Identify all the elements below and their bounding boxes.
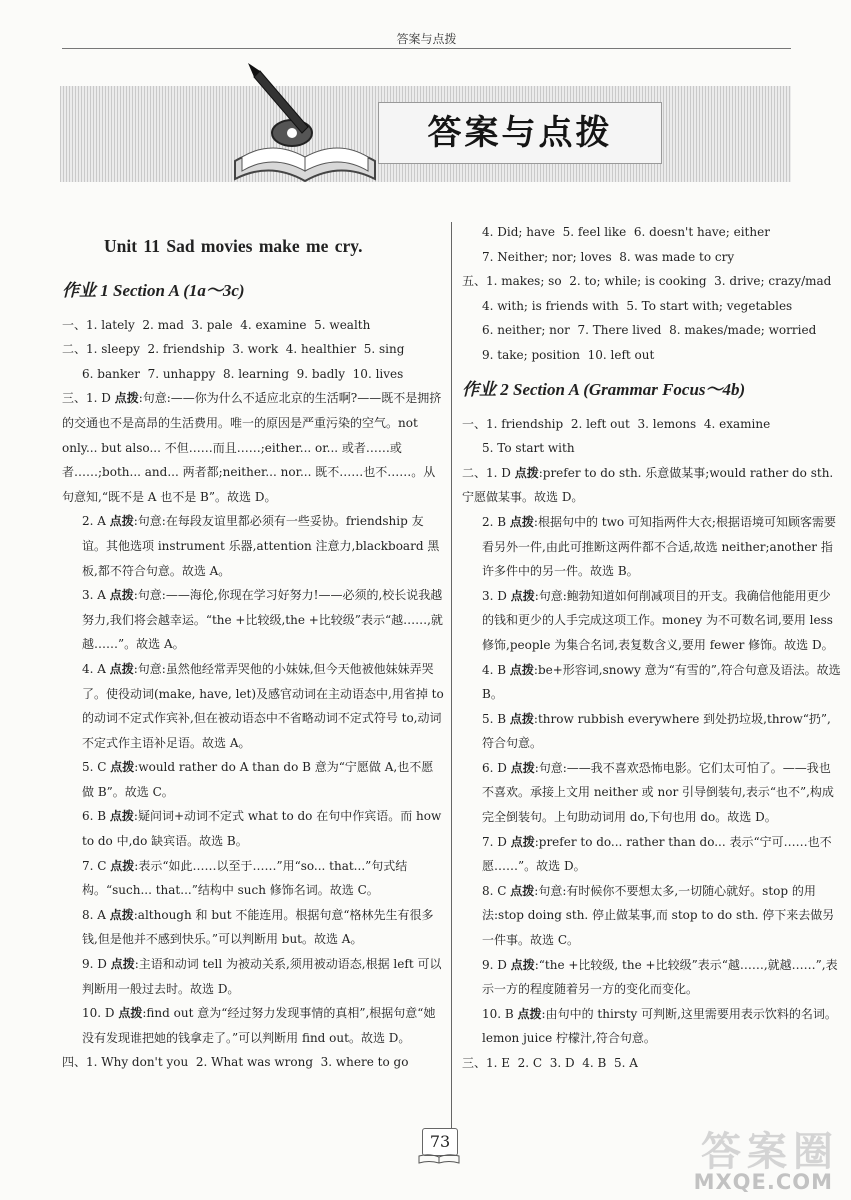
answer-item [462,461,842,510]
answer-line: 4. Did; have 5. feel like 6. doesn't have; either [482,225,770,239]
answer-number: 6. D [482,760,511,775]
answer-item [62,386,444,509]
answer-item [62,657,444,755]
hint-label: 点拨 [110,858,135,873]
hint-label: 点拨 [109,588,134,603]
answer-number: 9. D [82,957,111,972]
answer-number: 10. D [82,1006,119,1021]
answer-item [62,804,444,853]
answer-text: :prefer to do sth. 乐意做某事;would rather do sth. 宁愿做某事。故选 D。 [462,465,834,505]
answer-item [462,510,842,584]
answer-item [62,583,444,657]
answer-line: 6. neither; nor 7. There lived 8. makes/made; worried [482,323,817,338]
answer-number: 3. D [482,588,511,603]
page-number: 73 [422,1128,458,1156]
answer-line: 5. To start with [482,441,575,456]
answer-item [462,879,842,953]
answer-number: 2. B [482,514,510,529]
unit-title: Unit 11 Sad movies make me cry. [104,236,363,256]
answer-text: :句意:鲍勃知道如何削减项目的开支。我确信他能用更少的钱和更少的人手完成这项工作。money 为不可数名词,要用 less 修饰,people 为集合名词,表复数含义,要用 fewer 修饰。故选 D。 [482,588,834,652]
hint-label: 点拨 [109,809,134,824]
answer-item [62,903,444,952]
answer-number: 7. D [482,834,511,849]
answer-number: 8. C [482,883,511,898]
answer-text: :句意:有时候你不要想太多,一切随心就好。stop 的用法:stop doing sth. 停止做某事,而 stop to do sth. 停下来去做另一件事。故选 C。 [482,883,835,948]
answer-number: 2. A [82,514,110,529]
right-column [462,220,842,1076]
answer-item [462,707,842,756]
hint-label: 点拨 [114,391,139,406]
answer-text: :句意:——我不喜欢恐怖电影。它们太可怕了。——我也不喜欢。承接上文用 neither 或 nor 引导倒装句,表示“也不”,构成完全倒装句。上句助动词用 do,下句也用 do。故选 D。 [482,760,834,825]
watermark-text: MXQE.COM [693,1170,833,1194]
answer-item [462,756,842,830]
answer-text: :疑问词+动词不定式 what to do 在句中作宾语。而 how to do 中,do 缺宾语。故选 B。 [82,809,442,849]
answer-line: 五、1. makes; so 2. to; while; is cooking 3. drive; crazy/mad [462,274,832,289]
answer-item [462,658,842,707]
hint-label: 点拨 [509,514,534,529]
hint-label: 点拨 [510,957,535,972]
hint-label: 点拨 [109,661,134,676]
hint-label: 点拨 [509,711,534,726]
answer-text: :would rather do A than do B 意为“宁愿做 A,也不愿做 B”。故选 C。 [82,760,434,799]
answer-line: 一、1. friendship 2. left out 3. lemons 4. examine [462,416,771,431]
hint-label: 点拨 [517,1006,542,1021]
answer-number: 3. A [82,588,110,603]
answer-item [462,953,842,1002]
hint-label: 点拨 [109,907,134,922]
hint-label: 点拨 [110,957,135,972]
running-head: 答案与点拨 [62,30,791,49]
hint-label: 点拨 [510,883,535,898]
hint-label: 点拨 [509,662,534,677]
answer-line: 7. Neither; nor; loves 8. was made to cry [482,249,735,264]
answer-item [62,755,444,804]
left-column [62,220,444,1075]
answer-item [462,830,842,879]
watermark-logo: 答案圈 [701,1129,839,1175]
answer-text: :find out 意为“经过努力发现事情的真相”,根据句意“她没有发现谁把她的钱拿走了。”可以判断用 find out。故选 D。 [82,1006,436,1045]
banner-title: 答案与点拨 [378,102,662,164]
hint-label: 点拨 [514,465,539,480]
answer-line: 9. take; position 10. left out [482,347,655,362]
answer-item [462,1002,842,1051]
answer-number: 4. A [82,661,110,676]
answer-text: :句意:——海伦,你现在学习好努力!——必须的,校长说我越努力,我们将会越幸运。“the +比较级,the +比较级”表示“越……,就越……”。故选 A。 [82,588,443,652]
answer-number: 9. D [482,957,511,972]
answer-number: 5. B [482,711,510,726]
answer-number: 7. C [82,858,111,873]
answer-line: 三、1. E 2. C 3. D 4. B 5. A [462,1056,638,1070]
hint-label: 点拨 [118,1006,143,1021]
hint-label: 点拨 [510,588,535,603]
answer-number: 4. B [482,662,510,677]
answer-text: :be+形容词,snowy 意为“有雪的”,符合句意及语法。故选 B。 [482,662,841,702]
answer-text: :although 和 but 不能连用。根据句意“格林先生有很多钱,但是他并不感到快乐。”可以判断用 but。故选 A。 [82,907,434,947]
answer-item [462,584,842,658]
answer-text: :“the +比较级, the +比较级”表示“越……,就越……”,表示一方的程度随着另一方的变化而变化。 [482,957,838,997]
answer-number: 10. B [482,1006,518,1021]
answer-text: :句意:在每段友谊里都必须有一些妥协。friendship 友谊。其他选项 instrument 乐器,attention 注意力,blackboard 黑板,都不符合句意。故选 A。 [82,514,440,578]
answer-line: 一、1. lately 2. mad 3. pale 4. examine 5. wealth [62,317,371,332]
answer-text: :由句中的 thirsty 可判断,这里需要用表示饮料的名词。lemon juice 柠檬汁,符合句意。 [482,1006,837,1046]
hint-label: 点拨 [109,514,134,529]
answer-number: 5. C [82,760,111,775]
column-divider [451,222,452,1128]
section-heading-2: 作业 2 Section A (Grammar Focus～4b) [462,379,746,399]
answer-item [62,952,444,1001]
answer-text: :句意:虽然他经常弄哭他的小妹妹,但今天他被他妹妹弄哭了。使役动词(make, have, let)及感官动词在主动语态中,用省掉 to 的动词不定式作宾补,但在被动语态中不省略动词不定式符号 to,动词不定式作主语补足语。故选 A。 [82,661,444,750]
answer-line: 二、1. sleepy 2. friendship 3. work 4. healthier 5. sing [62,342,405,357]
answer-text: :prefer to do... rather than do... 表示“宁可……也不愿……”。故选 D。 [482,834,832,874]
answer-text: :throw rubbish everywhere 到处扔垃圾,throw“扔”,符合句意。 [482,711,831,751]
answer-number: 三、1. D [62,391,115,406]
answer-text: :句意:——你为什么不适应北京的生活啊?——既不是拥挤的交通也不是高昂的生活费用。唯一的原因是严重污染的空气。not only... but also... 不但……而且……;either... or... 或者……或者……;both... and... 两者都;neither... nor... 既不……也不……。从句意知,“既不是 A 也不是 B”。故选 D。 [62,391,442,504]
answer-text: :主语和动词 tell 为被动关系,须用被动语态,根据 left 可以判断用一般过去时。故选 D。 [82,957,442,996]
answer-text: :表示“如此……以至于……”用“so... that...”句式结构。“such... that...”结构中 such 修饰名词。故选 C。 [82,858,408,898]
answer-number: 6. B [82,809,110,824]
pen-and-book-icon [230,61,380,191]
answer-line: 6. banker 7. unhappy 8. learning 9. badly 10. lives [82,366,404,381]
hint-label: 点拨 [510,834,535,849]
answer-text: :根据句中的 two 可知指两件大衣;根据语境可知顾客需要看另外一件,由此可推断这两件都不合适,故选 neither;another 指许多件中的另一件。故选 B。 [482,514,836,579]
answer-item [62,1001,444,1050]
answer-item [62,509,444,583]
section-heading-1: 作业 1 Section A (1a～3c) [62,280,245,300]
answer-line: 四、1. Why don't you 2. What was wrong 3. where to go [62,1055,409,1070]
answer-number: 8. A [82,907,110,922]
hint-label: 点拨 [510,760,535,775]
section-banner [60,86,791,182]
book-icon [418,1154,460,1164]
answer-line: 4. with; is friends with 5. To start with; vegetables [482,298,793,313]
answer-item [62,854,444,903]
answer-number: 二、1. D [462,465,515,480]
hint-label: 点拨 [110,760,135,775]
